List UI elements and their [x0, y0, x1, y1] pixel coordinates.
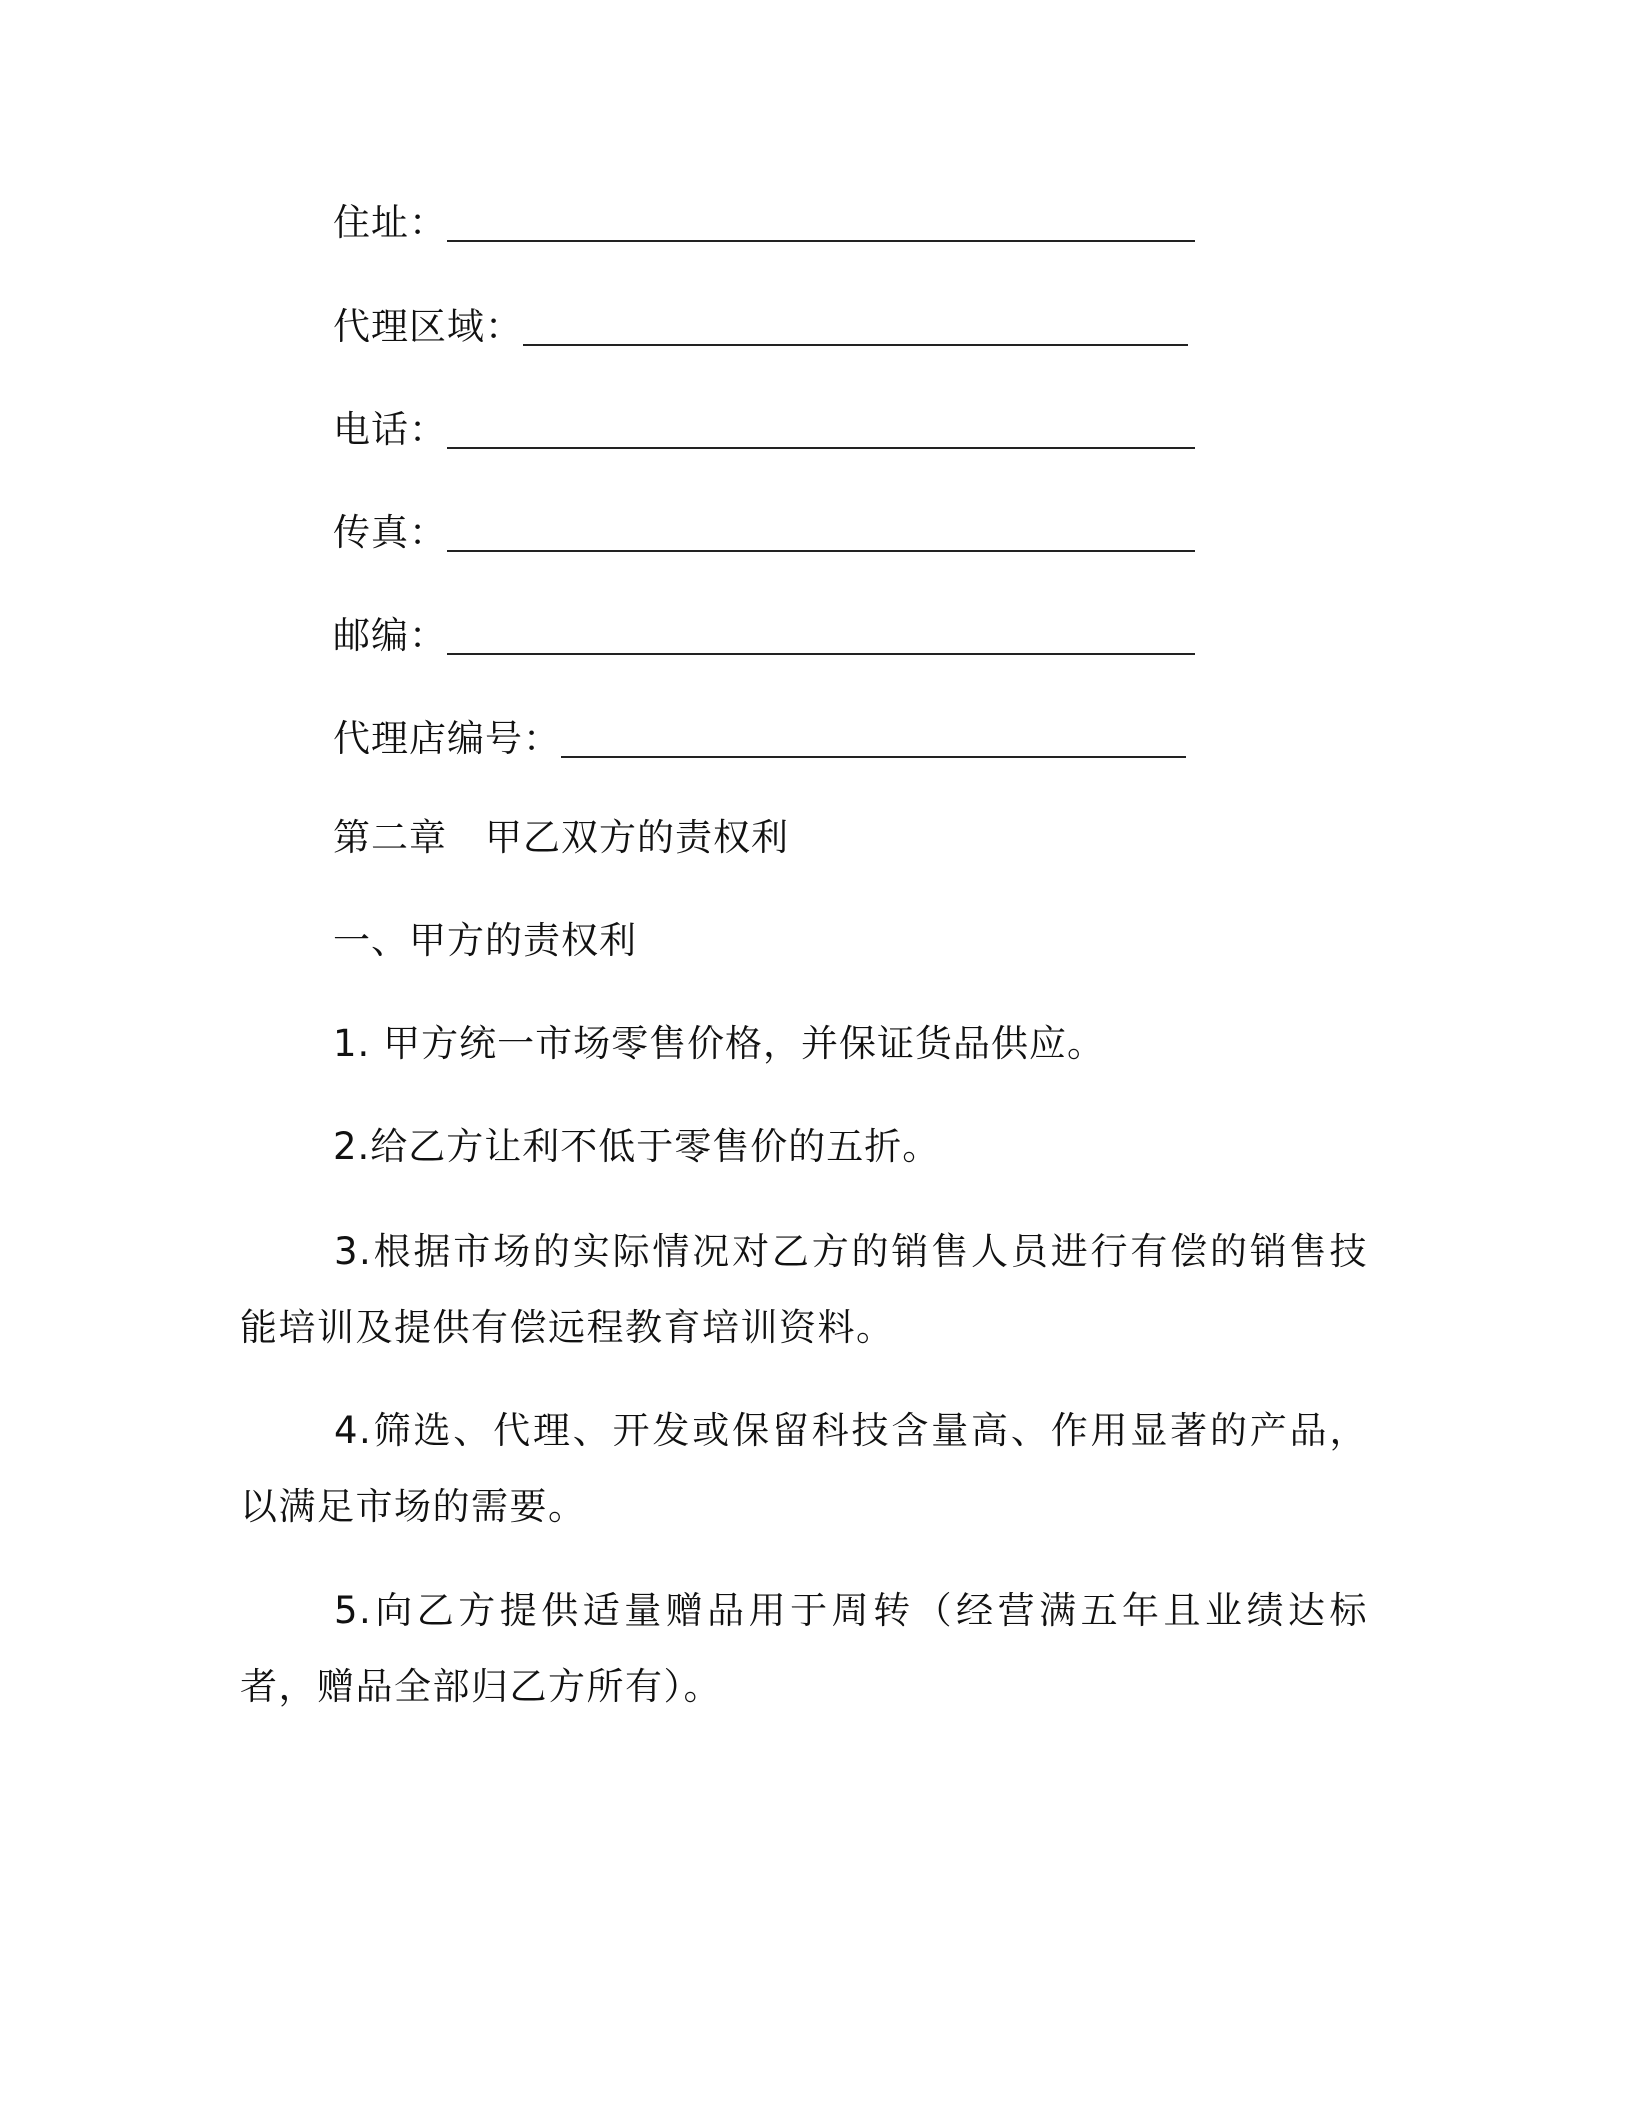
phone-label: 电话： [333, 408, 447, 451]
phone-blank[interactable] [447, 405, 1195, 455]
agency-store-number-label: 代理店编号： [333, 717, 561, 760]
list-item: 3.根据市场的实际情况对乙方的销售人员进行有偿的销售技能培训及提供有偿远程教育培训资料。 [240, 1230, 1368, 1349]
section-heading: 一、甲方的责权利 [333, 919, 637, 962]
agency-region-blank[interactable] [523, 302, 1188, 352]
list-item: 4.筛选、代理、开发或保留科技含量高、作用显著的产品，以满足市场的需要。 [240, 1409, 1368, 1528]
phone-field [333, 405, 1195, 455]
fax-field [333, 508, 1195, 558]
postcode-blank[interactable] [447, 611, 1195, 661]
list-item: 1. 甲方统一市场零售价格，并保证货品供应。 [333, 1022, 1106, 1065]
postcode-label: 邮编： [333, 614, 447, 657]
agency-store-number-field [333, 714, 1186, 764]
agency-store-number-blank[interactable] [561, 714, 1186, 764]
address-field [333, 198, 1195, 248]
address-blank[interactable] [447, 198, 1195, 248]
agency-region-label: 代理区域： [333, 305, 523, 348]
address-label: 住址： [333, 201, 447, 244]
list-item: 5.向乙方提供适量赠品用于周转（经营满五年且业绩达标者，赠品全部归乙方所有）。 [240, 1589, 1368, 1708]
chapter-heading: 第二章 甲乙双方的责权利 [333, 816, 789, 859]
agency-region-field [333, 302, 1188, 352]
fax-label: 传真： [333, 511, 447, 554]
fax-blank[interactable] [447, 508, 1195, 558]
postcode-field [333, 611, 1195, 661]
list-item: 2.给乙方让利不低于零售价的五折。 [333, 1125, 941, 1168]
